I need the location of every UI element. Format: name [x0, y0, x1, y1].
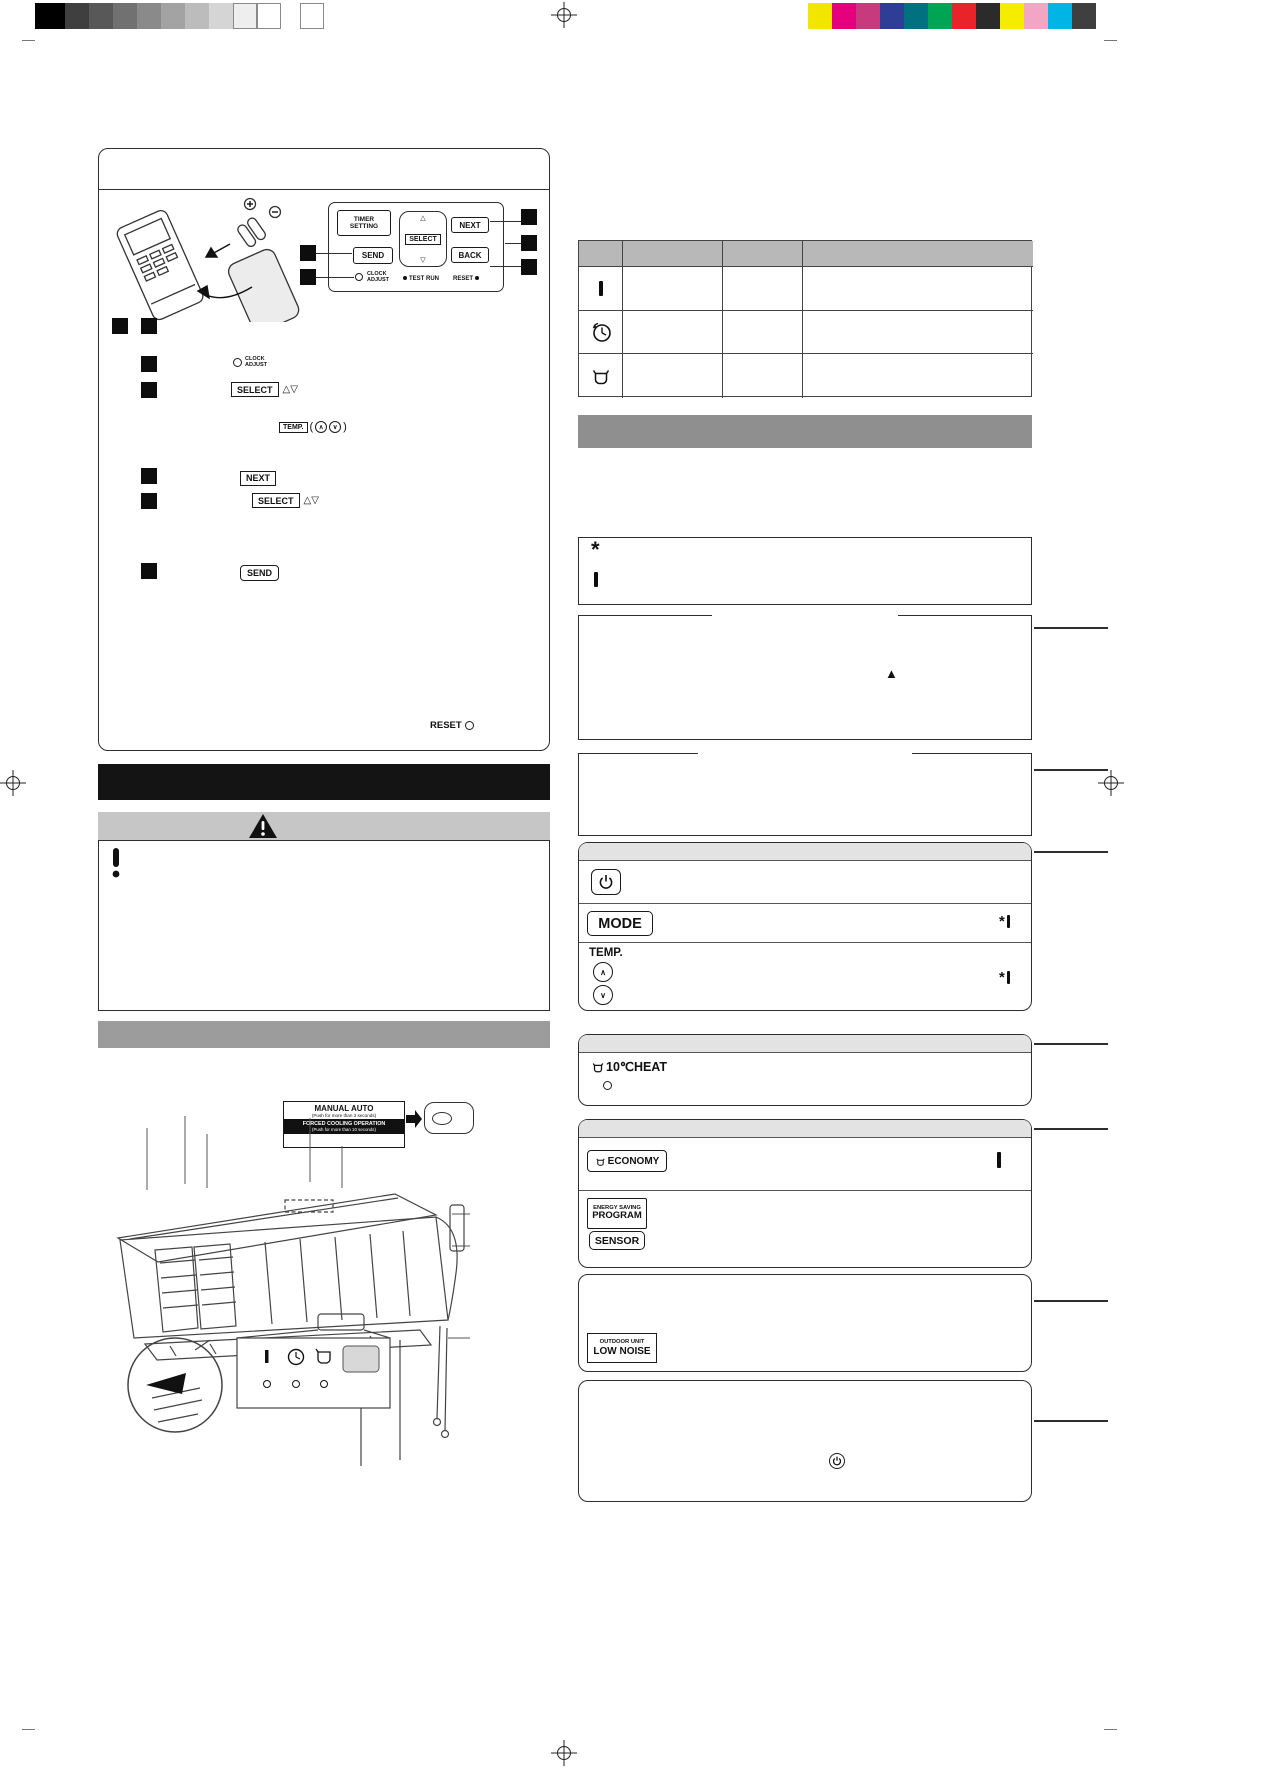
flashing-lamp-symbol: * [999, 913, 1005, 930]
indicator-lamp-table [578, 240, 1032, 397]
exclamation-icon [107, 848, 125, 878]
economy-button: ECONOMY [587, 1150, 667, 1172]
heat10-box [578, 1034, 1032, 1106]
heat10-lamp-icon [579, 354, 623, 398]
step-marker [300, 269, 316, 285]
timer-setting-label: TIMER [353, 215, 375, 223]
energy-saving-program-button: ENERGY SAVING PROGRAM [587, 1198, 647, 1229]
select-up-arrow: △ [420, 215, 426, 222]
heat10-label: 10℃HEAT [591, 1059, 667, 1074]
table-cell [803, 311, 1033, 355]
select-key-label: SELECT [252, 493, 300, 508]
select-arrows: △▽ [282, 384, 298, 395]
manual-auto-label: MANUAL AUTO (Push for more than 3 seconds) FORCED COOLING OPERATION (Push for more than 10 seconds) [283, 1101, 405, 1148]
select-key-label: SELECT [231, 382, 279, 397]
flashing-lamp-symbol: * [591, 537, 600, 562]
section-header-bar [98, 764, 550, 800]
table-header-cell [723, 241, 803, 267]
callout-line [316, 253, 352, 254]
edge-line [1034, 627, 1108, 629]
edge-line [1034, 1420, 1108, 1422]
table-header-cell [579, 241, 623, 267]
table-cell [723, 311, 803, 355]
box-top-segment [898, 615, 1032, 616]
grayscale-calibration-bar [35, 3, 281, 29]
outdoor-low-noise-button: OUTDOOR UNIT LOW NOISE [587, 1333, 657, 1363]
clock-adjust-button-icon [233, 358, 242, 367]
test-run-label: TEST RUN [401, 276, 439, 282]
lit-lamp-symbol [594, 572, 598, 587]
step-marker [141, 563, 157, 579]
economy-lamp-indicator [997, 1152, 1001, 1168]
power-icon [598, 874, 614, 890]
timer-lamp-icon [579, 311, 623, 355]
corner-tick [22, 1729, 35, 1730]
step-marker [141, 468, 157, 484]
next-key-label: NEXT [240, 471, 276, 486]
economy-icon [595, 1156, 606, 1167]
step-marker [141, 356, 157, 372]
select-label: SELECT [405, 234, 441, 245]
remote-button-panel [328, 202, 504, 292]
box-header [579, 843, 1031, 861]
mode-button: MODE [587, 911, 653, 936]
step-marker [141, 493, 157, 509]
temp-down-icon: ∨ [329, 421, 341, 433]
clock-adjust-step: CLOCK ADJUST [233, 356, 267, 368]
panel-title-divider [99, 189, 549, 190]
callout-line [316, 277, 354, 278]
step-marker [521, 259, 537, 275]
edge-line [1034, 851, 1108, 853]
step-marker [521, 235, 537, 251]
row-divider [579, 1190, 1031, 1191]
step-marker [300, 245, 316, 261]
caution-bar [98, 812, 550, 840]
color-calibration-bar [808, 3, 1096, 29]
callout-line [490, 221, 521, 222]
bottom-note-box [578, 1380, 1032, 1502]
reset-note: RESET [430, 720, 474, 731]
edge-line [1034, 1300, 1108, 1302]
heat10-icon [591, 1060, 605, 1074]
table-cell [723, 267, 803, 311]
timer-setting-label: SETTING [349, 223, 379, 230]
forced-cooling-strip: FORCED COOLING OPERATION (Push for more than 10 seconds) [284, 1119, 404, 1134]
step-marker [112, 318, 128, 334]
temp-down-button: ∨ [593, 985, 613, 1005]
section-subheader-bar [98, 1021, 550, 1048]
row-divider [579, 942, 1031, 943]
edge-line [1034, 769, 1108, 771]
select-arrows: △▽ [303, 495, 319, 506]
table-header-cell [623, 241, 723, 267]
edge-line [1034, 1043, 1108, 1045]
box-top-segment [578, 615, 712, 616]
registration-mark-bottom [551, 1740, 577, 1766]
lit-lamp-symbol [1007, 915, 1011, 928]
reset-button-icon [465, 721, 474, 730]
box-header [579, 1120, 1031, 1138]
temp-up-button: ∧ [593, 962, 613, 982]
outdoor-low-noise-box [578, 1274, 1032, 1372]
next-button [451, 217, 489, 233]
economy-box [578, 1119, 1032, 1268]
next-label: NEXT [459, 220, 481, 230]
power-icon-small [829, 1453, 845, 1469]
send-label: SEND [361, 251, 385, 260]
box-top-segment [578, 753, 698, 754]
clock-adjust-label: CLOCK ADJUST [367, 271, 390, 284]
callout-line [490, 266, 521, 267]
indoor-unit-illustration [100, 1088, 570, 1480]
text-box-b [578, 754, 1032, 836]
select-step [231, 382, 298, 397]
reset-lamp-icon [475, 276, 479, 280]
registration-mark-top [551, 2, 577, 28]
temp-up-icon: ∧ [315, 421, 327, 433]
table-cell [623, 267, 723, 311]
next-step [240, 468, 276, 486]
warning-triangle-icon [248, 813, 278, 839]
select-step-2 [252, 493, 319, 508]
step-marker [141, 318, 157, 334]
text-box-a [578, 616, 1032, 740]
operation-lamp-icon [579, 267, 623, 311]
row-divider [579, 903, 1031, 904]
edge-line [1034, 1128, 1108, 1130]
sensor-button: SENSOR [589, 1231, 645, 1250]
table-cell [623, 311, 723, 355]
right-section-bar [578, 415, 1032, 448]
table-cell [723, 354, 803, 398]
select-down-arrow: ▽ [420, 257, 426, 264]
temp-key-label: TEMP. [279, 422, 308, 433]
temp-label: TEMP. [589, 947, 623, 959]
triangle-up-symbol: ▲ [885, 666, 898, 681]
send-key-label: SEND [240, 565, 279, 581]
back-label: BACK [458, 250, 482, 260]
send-step [240, 563, 279, 581]
timer-setting-button [337, 210, 391, 236]
registration-mark-right [1098, 770, 1124, 796]
temp-lamp-indicators [999, 969, 1010, 986]
select-button [399, 211, 447, 267]
back-button [451, 247, 489, 263]
corner-tick [1104, 1729, 1117, 1730]
corner-tick [1104, 40, 1117, 41]
table-cell [803, 267, 1033, 311]
test-run-lamp-icon [403, 276, 407, 280]
mode-lamp-indicators [999, 913, 1010, 930]
table-header-cell [803, 241, 1033, 267]
step-marker [141, 382, 157, 398]
registration-mark-left [0, 770, 26, 796]
box-header [579, 1035, 1031, 1053]
reset-label: RESET [453, 276, 481, 282]
box-top-segment [912, 753, 1032, 754]
send-button [353, 247, 393, 264]
temp-step: TEMP. ( ∧ ∨ ) [279, 421, 347, 433]
operation-buttons-box [578, 842, 1032, 1011]
caution-box [98, 840, 550, 1011]
corner-tick [22, 40, 35, 41]
start-stop-button [591, 869, 621, 895]
table-cell [803, 354, 1033, 398]
clock-adjust-button [355, 273, 363, 281]
heat10-lamp-circle [603, 1081, 612, 1090]
table-cell [623, 354, 723, 398]
callout-line [505, 243, 521, 244]
lit-lamp-symbol [1007, 971, 1011, 984]
lamp-note-box [578, 537, 1032, 605]
step-marker [521, 209, 537, 225]
flashing-lamp-symbol: * [999, 969, 1005, 986]
calibration-block-white [300, 3, 324, 29]
